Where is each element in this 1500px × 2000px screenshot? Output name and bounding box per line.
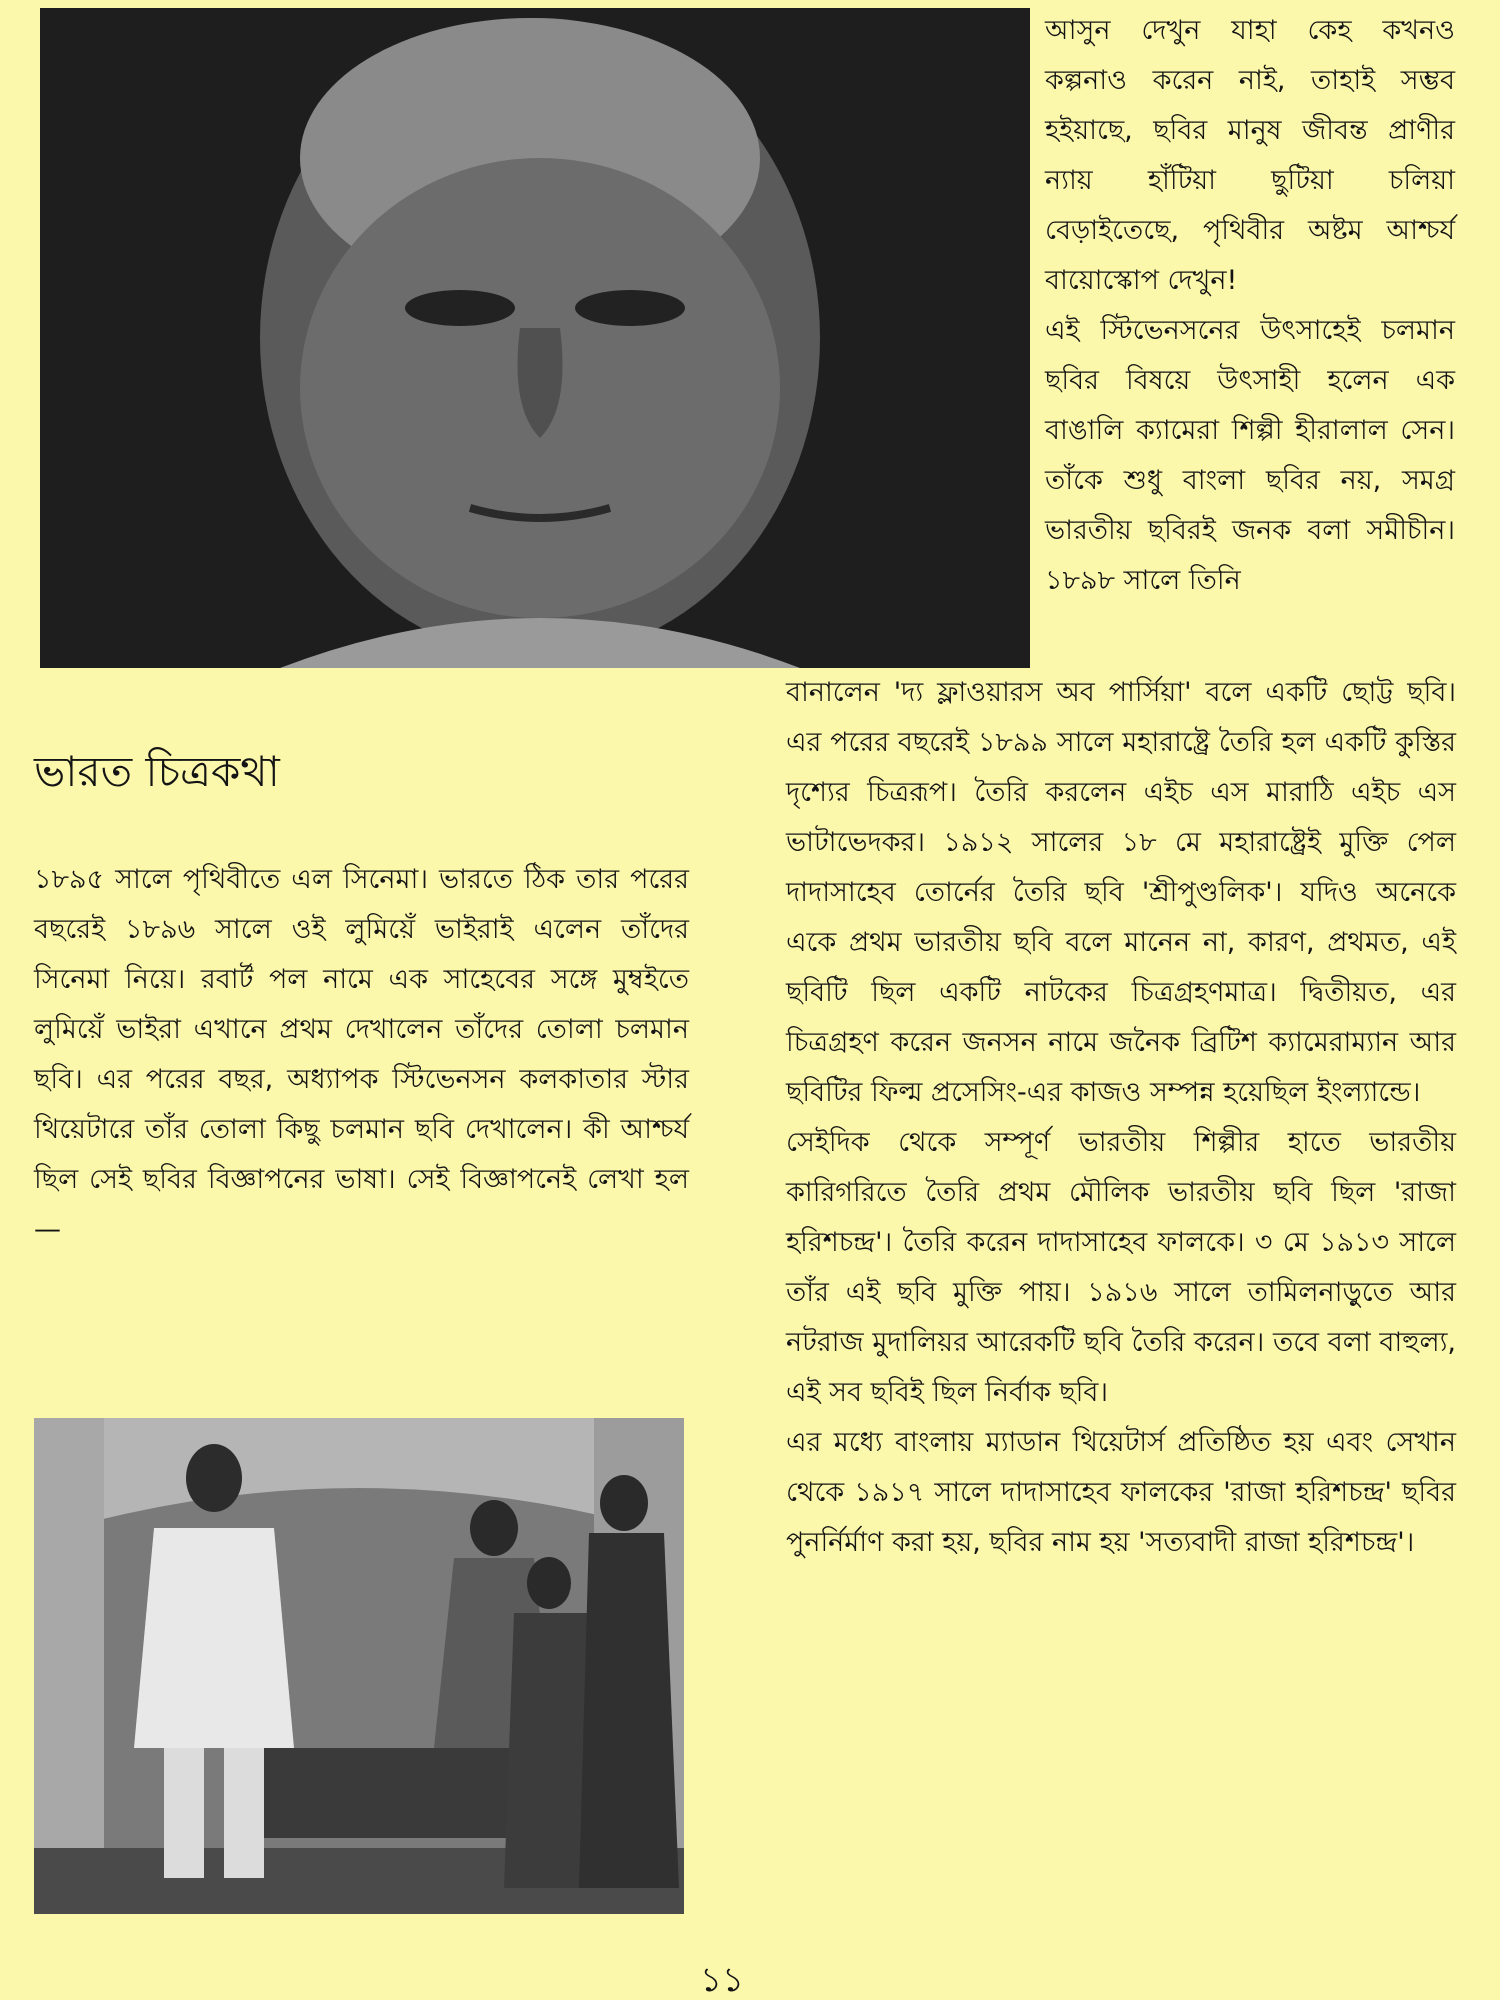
page-number: ১১	[700, 1960, 745, 2000]
portrait-illustration	[40, 8, 1030, 668]
film-still-photo	[34, 1418, 684, 1914]
left-column-paragraph: ১৮৯৫ সালে পৃথিবীতে এল সিনেমা। ভারতে ঠিক তার পরের বছরেই ১৮৯৬ সালে ওই লুমিয়েঁ ভাইরাই এলেন তাঁদের সিনেমা নিয়ে। রবার্ট পল নামে এক সাহেবের সঙ্গে মুম্বইতে লুমিয়েঁ ভাইরা এখানে প্রথম দেখালেন তাঁদের তোলা চলমান ছবি। এর পরের বছর, অধ্যাপক স্টিভেনসন কলকাতার স্টার থিয়েটারে তাঁর তোলা কিছু চলমান ছবি দেখালেন। কী আশ্চর্য ছিল সেই ছবির বিজ্ঞাপনের ভাষা। সেই বিজ্ঞাপনেই লেখা হল—	[34, 864, 689, 1245]
right-column-paragraph: বানালেন 'দ্য ফ্লাওয়ারস অব পার্সিয়া' বলে একটি ছোট্ট ছবি। এর পরের বছরেই ১৮৯৯ সালে মহারাষ্ট্রে তৈরি হল একটি কুস্তির দৃশ্যের চিত্ররূপ। তৈরি করলেন এইচ এস মারাঠি এইচ এস ভাটাভেদকর। ১৯১২ সালের ১৮ মে মহারাষ্ট্রেই মুক্তি পেল দাদাসাহেব তোর্নের তৈরি ছবি 'শ্রীপুণ্ডলিক'। যদিও অনেকে একে প্রথম ভারতীয় ছবি বলে মানেন না, কারণ, প্রথমত, এই ছবিটি ছিল একটি নাটকের চিত্রগ্রহণমাত্র। দ্বিতীয়ত, এর চিত্রগ্রহণ করেন জনসন নামে জনৈক ব্রিটিশ ক্যামেরাম্যান আর ছবিটির ফিল্ম প্রসেসিং-এর কাজও সম্পন্ন হয়েছিল ইংল্যান্ডে। সেইদিক থেকে সম্পূর্ণ ভারতীয় শিল্পীর হাতে ভারতীয় কারিগরিতে তৈরি প্রথম মৌলিক ভারতীয় ছবি ছিল 'রাজা হরিশচন্দ্র'। তৈরি করেন দাদাসাহেব ফালকে। ৩ মে ১৯১৩ সালে তাঁর এই ছবি মুক্তি পায়। ১৯১৬ সালে তামিলনাড়ুতে আর নটরাজ মুদালিয়র আরেকটি ছবি তৈরি করেন। তবে বলা বাহুল্য, এই সব ছবিই ছিল নির্বাক ছবি। এর মধ্যে বাংলায় ম্যাডান থিয়েটার্স প্রতিষ্ঠিত হয় এবং সেখান থেকে ১৯১৭ সালে দাদাসাহেব ফালকের 'রাজা হরিশচন্দ্র' ছবির পুনর্নির্মাণ করা হয়, ছবির নাম হয় 'সত্যবাদী রাজা হরিশচন্দ্র'।	[786, 677, 1456, 1558]
top-right-paragraph: আসুন দেখুন যাহা কেহ কখনও কল্পনাও করেন নাই, তাহাই সম্ভব হইয়াছে, ছবির মানুষ জীবন্ত প্রাণীর ন্যায় হাঁটিয়া ছুটিয়া চলিয়া বেড়াইতেছে, পৃথিবীর অষ্টম আশ্চর্য বায়োস্কোপ দেখুন! এই স্টিভেনসনের উৎসাহেই চলমান ছবির বিষয়ে উৎসাহী হলেন এক বাঙালি ক্যামেরা শিল্পী হীরালাল সেন। তাঁকে শুধু বাংলা ছবির নয়, সমগ্র ভারতীয় ছবিরই জনক বলা সমীচীন। ১৮৯৮ সালে তিনি	[1045, 15, 1455, 596]
section-heading: ভারত চিত্রকথা	[34, 747, 280, 796]
portrait-photo	[40, 8, 1030, 668]
film-still-illustration	[34, 1418, 684, 1914]
